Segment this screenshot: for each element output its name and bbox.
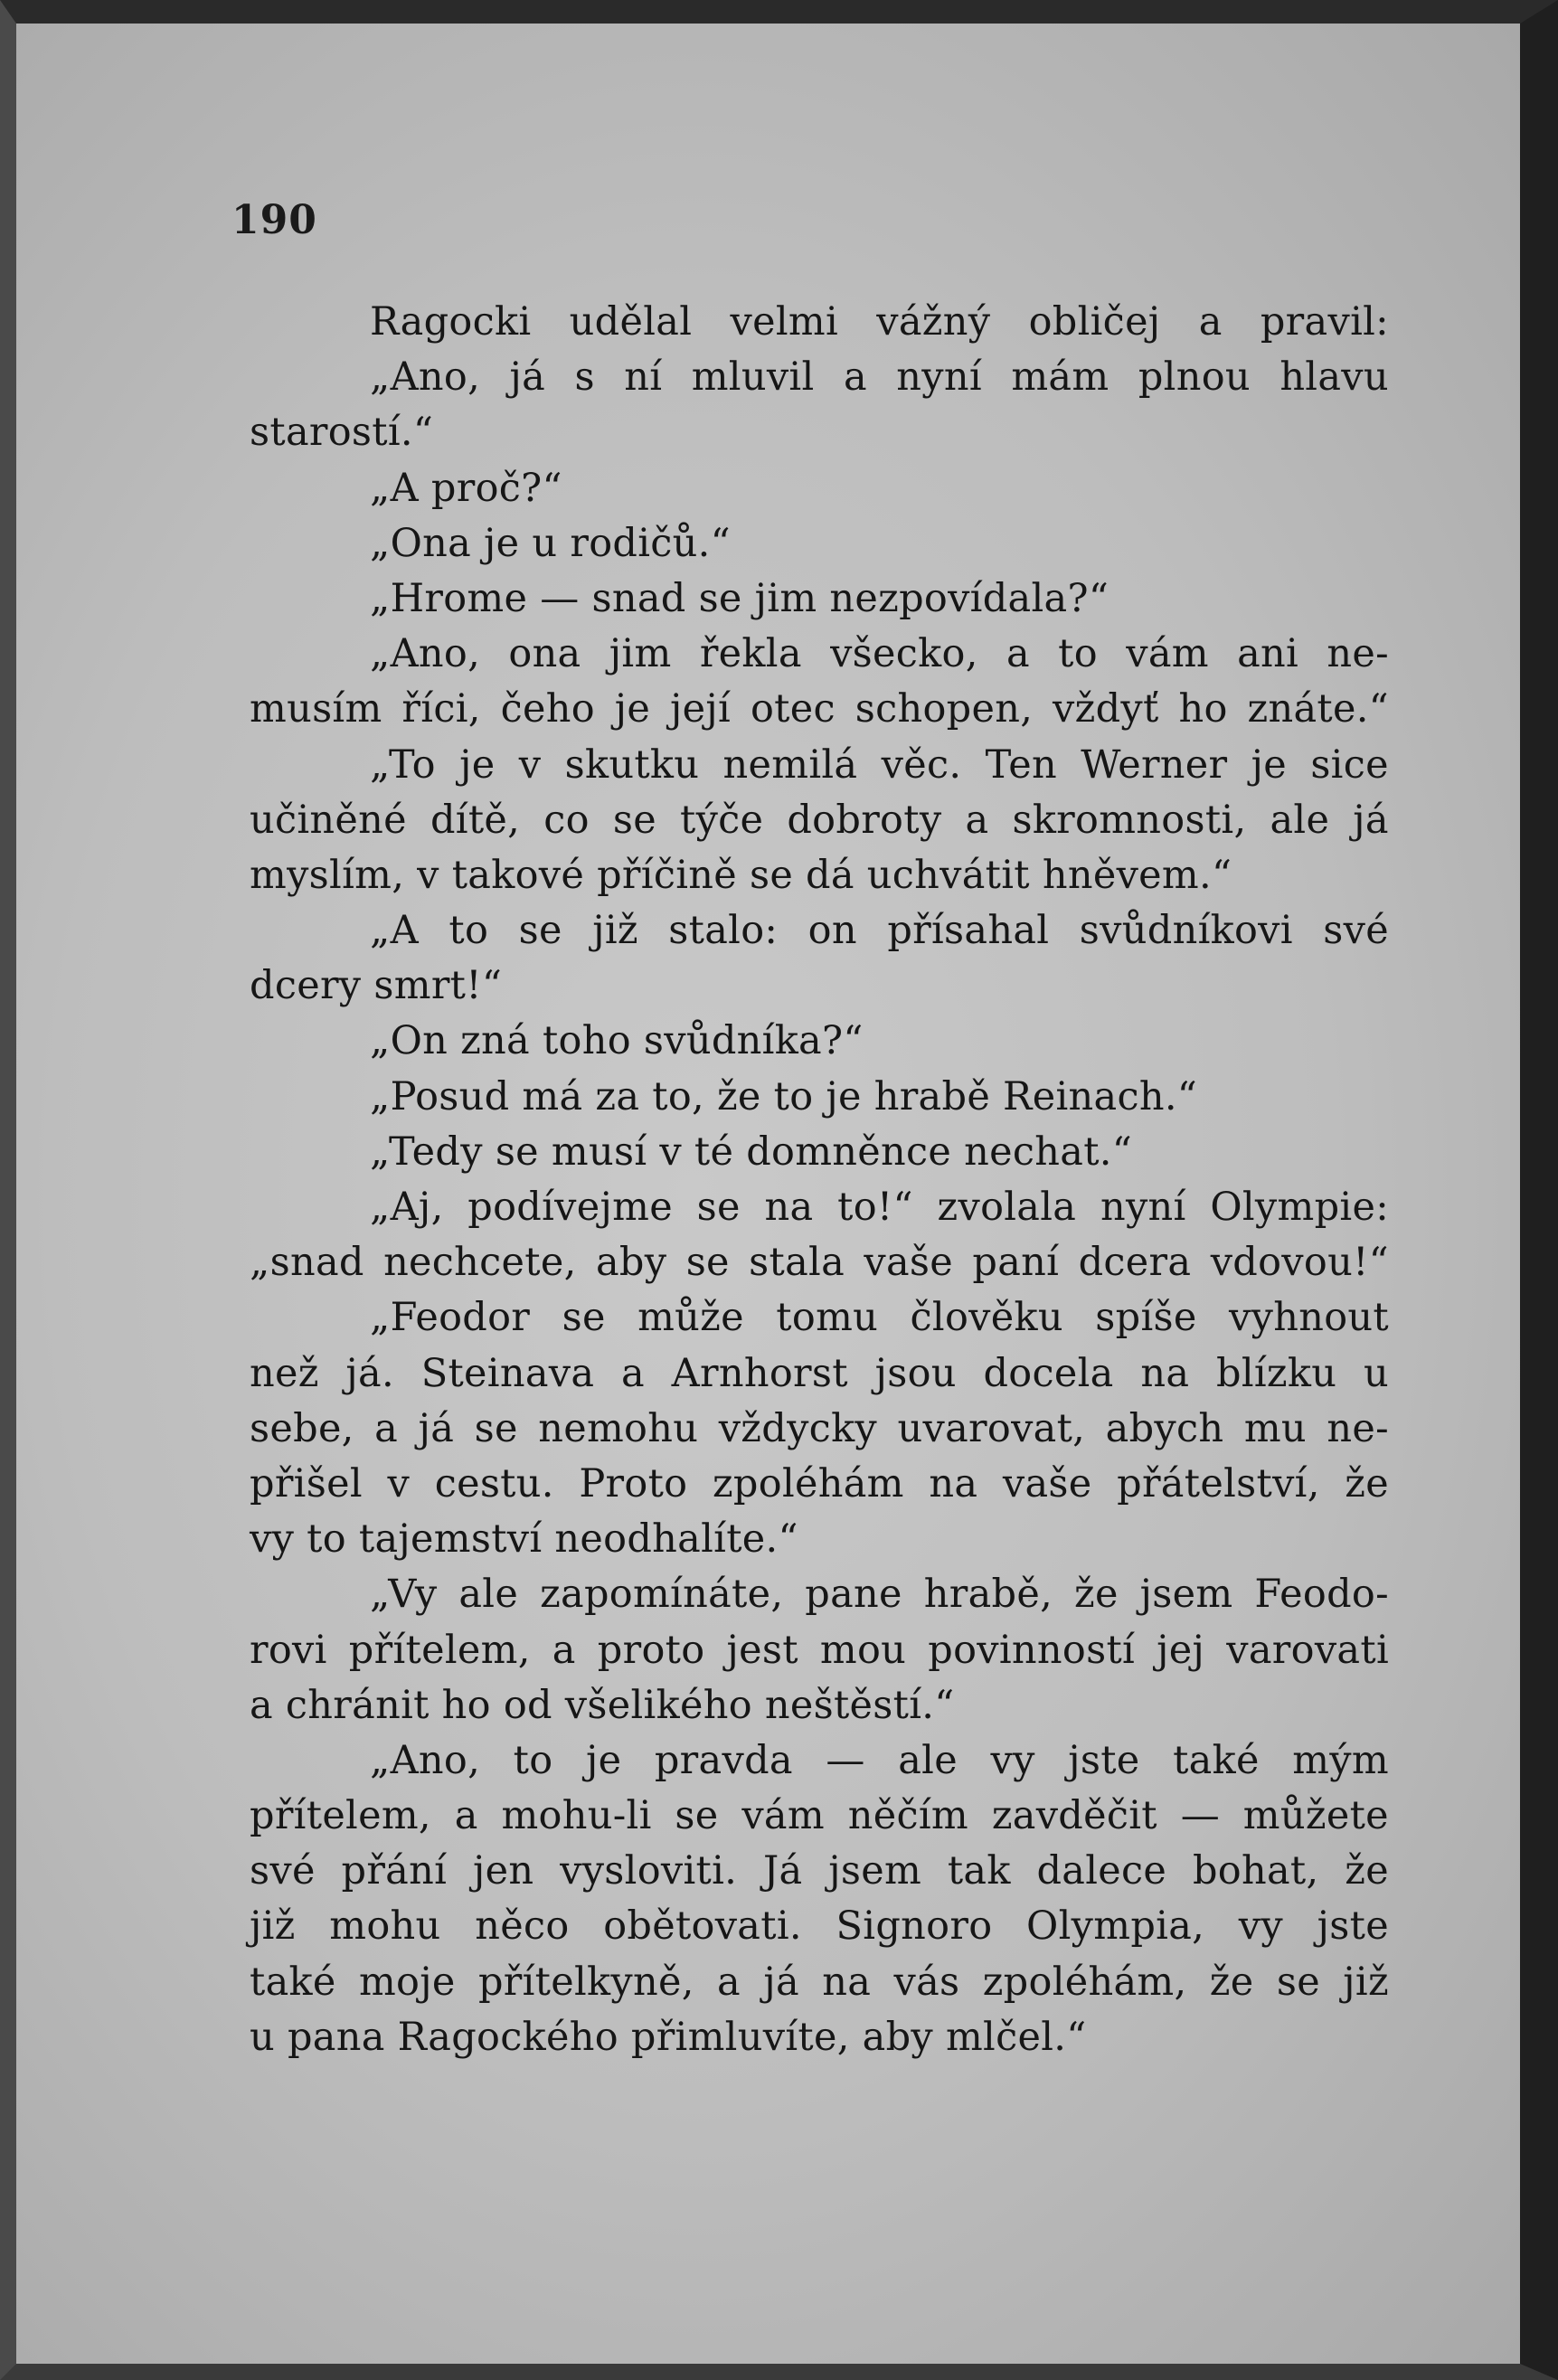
text-line: rovi přítelem, a proto jest mou povinností jej varovati (250, 1627, 1389, 1673)
text-line: než já. Steinava a Arnhorst jsou docela na blízku u (250, 1350, 1389, 1396)
text-line: u pana Ragockého přimluvíte, aby mlčel.“ (250, 2014, 1087, 2060)
text-line: „A to se již stalo: on přísahal svůdníkovi své (370, 908, 1389, 954)
text-line: vy to tajemství neodhalíte.“ (250, 1516, 798, 1563)
text-line: „Aj, podívejme se na to!“ zvolala nyní Olympie: (370, 1185, 1389, 1230)
text-line: musím říci, čeho je její otec schopen, vždyť ho znáte.“ (250, 686, 1389, 732)
text-line: „Ano, to je pravda — ale vy jste také mým (370, 1737, 1389, 1783)
text-line: učiněné dítě, co se týče dobroty a skromnosti, ale já (250, 797, 1389, 843)
text-line: přítelem, a mohu-li se vám něčím zavděčit — můžete (250, 1793, 1389, 1839)
text-line: myslím, v takové příčině se dá uchvátit hněvem.“ (250, 852, 1232, 898)
text-line: přišel v cestu. Proto zpoléhám na vaše přátelství, že (250, 1460, 1389, 1506)
text-line: „Feodor se může tomu člověku spíše vyhnout (370, 1295, 1389, 1341)
text-line: sebe, a já se nemohu vždycky uvarovat, abych mu ne- (250, 1405, 1389, 1451)
text-line: „Ano, ona jim řekla všecko, a to vám ani ne- (370, 631, 1389, 677)
text-line: také moje přítelkyně, a já na vás zpoléhám, že se již (250, 1959, 1389, 2005)
text-line: „snad nechcete, aby se stala vaše paní dcera vdovou!“ (250, 1240, 1389, 1286)
page-number: 190 (231, 197, 317, 243)
text-line: „Ano, já s ní mluvil a nyní mám plnou hlavu (370, 354, 1389, 401)
text-line: „Hrome — snad se jim nezpovídala?“ (370, 575, 1109, 621)
text-line: „Tedy se musí v té domněnce nechat.“ (370, 1129, 1133, 1175)
text-line: dcery smrt!“ (250, 963, 503, 1009)
text-line: a chránit ho od všelikého neštěstí.“ (250, 1682, 955, 1728)
text-line: své přání jen vysloviti. Já jsem tak dalece bohat, že (250, 1848, 1389, 1894)
text-line: „Vy ale zapomínáte, pane hrabě, že jsem Feodo- (370, 1572, 1389, 1618)
text-line: „Ona je u rodičů.“ (370, 520, 731, 566)
text-line: již mohu něco obětovati. Signoro Olympia, vy jste (250, 1903, 1389, 1950)
text-line: „To je v skutku nemilá věc. Ten Werner je sice (370, 741, 1389, 788)
text-line: Ragocki udělal velmi vážný obličej a pravil: (370, 299, 1389, 345)
text-line: „Posud má za to, že to je hrabě Reinach.“ (370, 1073, 1198, 1119)
text-block (250, 295, 1389, 2065)
text-line: „On zná toho svůdníka?“ (370, 1018, 864, 1064)
text-line: „A proč?“ (370, 465, 562, 511)
text-line: starostí.“ (250, 410, 434, 456)
